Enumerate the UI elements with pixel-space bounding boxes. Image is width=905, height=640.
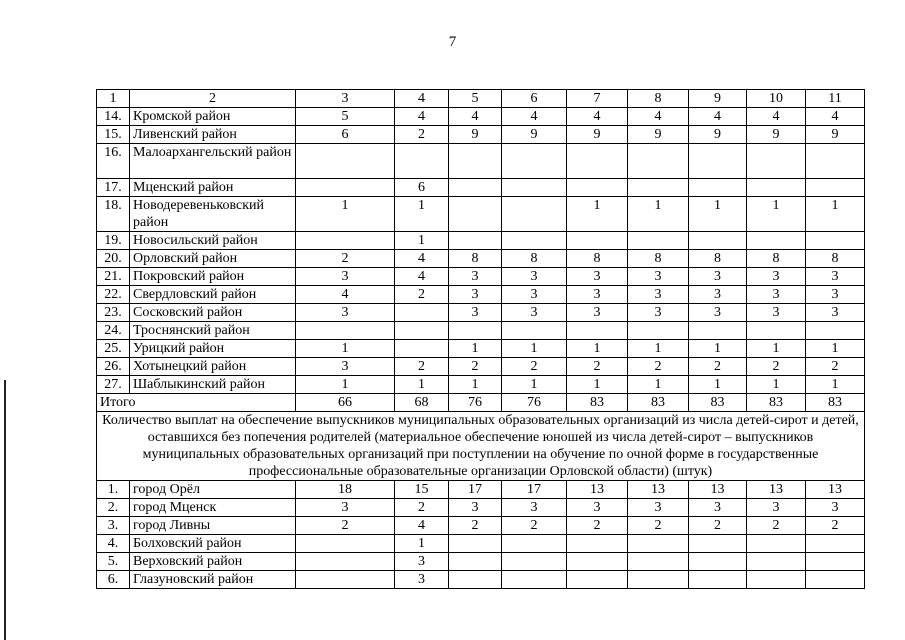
value-cell <box>502 144 567 179</box>
value-cell: 6 <box>395 179 449 197</box>
column-number-cell: 4 <box>395 90 449 108</box>
value-cell <box>502 322 567 340</box>
value-cell <box>628 144 689 179</box>
value-cell <box>689 322 747 340</box>
district-name: Хотынецкий район <box>130 358 296 376</box>
value-cell: 4 <box>296 286 395 304</box>
value-cell <box>567 571 628 589</box>
value-cell: 3 <box>747 286 806 304</box>
value-cell: 8 <box>502 250 567 268</box>
value-cell <box>806 179 865 197</box>
page-number: 7 <box>448 34 457 50</box>
value-cell: 8 <box>806 250 865 268</box>
total-value: 66 <box>296 394 395 412</box>
value-cell: 2 <box>395 499 449 517</box>
value-cell: 8 <box>628 250 689 268</box>
value-cell: 13 <box>628 481 689 499</box>
value-cell: 2 <box>747 517 806 535</box>
value-cell <box>747 144 806 179</box>
total-row <box>97 394 865 412</box>
value-cell <box>747 232 806 250</box>
value-cell: 3 <box>628 268 689 286</box>
value-cell: 9 <box>806 126 865 144</box>
district-row <box>97 499 865 517</box>
value-cell: 3 <box>567 499 628 517</box>
value-cell: 3 <box>747 304 806 322</box>
row-number: 16. <box>97 144 130 179</box>
total-value: 83 <box>747 394 806 412</box>
value-cell: 3 <box>689 499 747 517</box>
district-row <box>97 481 865 499</box>
value-cell: 4 <box>395 268 449 286</box>
row-number: 2. <box>97 499 130 517</box>
value-cell: 18 <box>296 481 395 499</box>
value-cell: 1 <box>567 197 628 232</box>
value-cell: 13 <box>806 481 865 499</box>
value-cell: 2 <box>296 250 395 268</box>
district-name: Болховский район <box>130 535 296 553</box>
district-row <box>97 179 865 197</box>
district-name: Малоархангельский район <box>130 144 296 179</box>
value-cell: 2 <box>449 358 502 376</box>
value-cell: 1 <box>296 340 395 358</box>
row-number: 22. <box>97 286 130 304</box>
value-cell: 2 <box>296 517 395 535</box>
row-number: 24. <box>97 322 130 340</box>
value-cell <box>502 197 567 232</box>
value-cell: 4 <box>449 108 502 126</box>
value-cell <box>689 144 747 179</box>
value-cell: 4 <box>395 517 449 535</box>
value-cell: 1 <box>449 340 502 358</box>
row-number: 26. <box>97 358 130 376</box>
value-cell: 13 <box>567 481 628 499</box>
value-cell: 3 <box>689 268 747 286</box>
value-cell: 3 <box>689 304 747 322</box>
value-cell <box>628 553 689 571</box>
total-label: Итого <box>97 394 296 412</box>
district-name: Кромской район <box>130 108 296 126</box>
value-cell: 2 <box>689 358 747 376</box>
value-cell <box>296 179 395 197</box>
value-cell: 2 <box>502 517 567 535</box>
district-row <box>97 250 865 268</box>
value-cell: 1 <box>395 197 449 232</box>
column-number-cell: 3 <box>296 90 395 108</box>
value-cell: 1 <box>628 376 689 394</box>
value-cell: 1 <box>449 376 502 394</box>
value-cell <box>502 571 567 589</box>
value-cell: 3 <box>806 304 865 322</box>
value-cell: 3 <box>449 286 502 304</box>
row-number: 20. <box>97 250 130 268</box>
value-cell <box>628 179 689 197</box>
district-name: Новосильский район <box>130 232 296 250</box>
value-cell: 1 <box>747 197 806 232</box>
value-cell: 3 <box>502 286 567 304</box>
allocation-table <box>96 89 865 589</box>
value-cell: 3 <box>296 304 395 322</box>
value-cell: 3 <box>395 571 449 589</box>
value-cell <box>449 179 502 197</box>
value-cell: 3 <box>567 304 628 322</box>
value-cell: 9 <box>567 126 628 144</box>
row-number: 18. <box>97 197 130 232</box>
value-cell: 3 <box>689 286 747 304</box>
row-number: 1. <box>97 481 130 499</box>
district-name: Глазуновский район <box>130 571 296 589</box>
value-cell: 2 <box>628 517 689 535</box>
district-row <box>97 571 865 589</box>
value-cell: 1 <box>567 340 628 358</box>
district-name: Новодеревеньковский район <box>130 197 296 232</box>
district-name: Ливенский район <box>130 126 296 144</box>
column-number-cell: 6 <box>502 90 567 108</box>
district-name: Мценский район <box>130 179 296 197</box>
value-cell <box>747 179 806 197</box>
value-cell: 3 <box>628 304 689 322</box>
value-cell: 4 <box>628 108 689 126</box>
value-cell: 3 <box>296 499 395 517</box>
value-cell: 3 <box>449 499 502 517</box>
value-cell: 2 <box>806 358 865 376</box>
value-cell: 3 <box>449 304 502 322</box>
margin-line <box>4 380 6 640</box>
value-cell <box>689 553 747 571</box>
district-row <box>97 197 865 232</box>
value-cell <box>567 179 628 197</box>
value-cell <box>806 144 865 179</box>
value-cell: 1 <box>296 197 395 232</box>
column-number-cell: 1 <box>97 90 130 108</box>
value-cell <box>449 322 502 340</box>
value-cell: 3 <box>628 499 689 517</box>
value-cell <box>567 322 628 340</box>
value-cell: 1 <box>689 376 747 394</box>
value-cell: 4 <box>567 108 628 126</box>
value-cell <box>628 571 689 589</box>
column-number-cell: 7 <box>567 90 628 108</box>
district-name: Урицкий район <box>130 340 296 358</box>
value-cell: 8 <box>449 250 502 268</box>
value-cell <box>296 553 395 571</box>
value-cell: 4 <box>747 108 806 126</box>
value-cell <box>747 571 806 589</box>
district-name: город Мценск <box>130 499 296 517</box>
total-value: 83 <box>689 394 747 412</box>
row-number: 15. <box>97 126 130 144</box>
value-cell: 4 <box>502 108 567 126</box>
value-cell: 1 <box>502 376 567 394</box>
value-cell <box>449 571 502 589</box>
value-cell <box>449 197 502 232</box>
value-cell: 3 <box>628 286 689 304</box>
value-cell: 2 <box>689 517 747 535</box>
value-cell <box>395 144 449 179</box>
value-cell <box>395 304 449 322</box>
district-name: Орловский район <box>130 250 296 268</box>
value-cell: 4 <box>395 250 449 268</box>
district-row <box>97 553 865 571</box>
district-row <box>97 340 865 358</box>
district-name: Сосковский район <box>130 304 296 322</box>
value-cell <box>502 179 567 197</box>
value-cell: 2 <box>395 126 449 144</box>
value-cell <box>806 535 865 553</box>
district-row <box>97 358 865 376</box>
value-cell: 2 <box>747 358 806 376</box>
value-cell <box>567 535 628 553</box>
value-cell <box>567 232 628 250</box>
row-number: 4. <box>97 535 130 553</box>
value-cell <box>567 144 628 179</box>
district-name: Покровский район <box>130 268 296 286</box>
row-number: 5. <box>97 553 130 571</box>
value-cell: 1 <box>747 376 806 394</box>
value-cell: 9 <box>628 126 689 144</box>
row-number: 23. <box>97 304 130 322</box>
value-cell <box>296 322 395 340</box>
value-cell: 2 <box>628 358 689 376</box>
total-value: 76 <box>502 394 567 412</box>
value-cell <box>747 535 806 553</box>
value-cell: 2 <box>567 517 628 535</box>
value-cell <box>747 553 806 571</box>
district-name: Шаблыкинский район <box>130 376 296 394</box>
section-title: Количество выплат на обеспечение выпускников муниципальных образовательных организаций из числа детей-сирот и детей, оставшихся без попечения родителей (материальное обеспечение юношей из числа детей-сирот – выпускников муниципальных образовательных организаций при поступлении на обучение по очной форме в государственные профессиональные образовательные организации Орловской области) (штук) <box>97 412 865 481</box>
value-cell <box>395 340 449 358</box>
district-row <box>97 286 865 304</box>
value-cell <box>449 553 502 571</box>
row-number: 14. <box>97 108 130 126</box>
value-cell: 1 <box>395 376 449 394</box>
district-row <box>97 108 865 126</box>
value-cell: 1 <box>806 197 865 232</box>
district-row <box>97 535 865 553</box>
row-number: 3. <box>97 517 130 535</box>
value-cell: 1 <box>628 340 689 358</box>
value-cell <box>806 571 865 589</box>
value-cell: 3 <box>502 268 567 286</box>
value-cell: 9 <box>449 126 502 144</box>
district-row <box>97 144 865 179</box>
value-cell: 17 <box>449 481 502 499</box>
table-body <box>97 90 865 589</box>
value-cell: 15 <box>395 481 449 499</box>
district-name: Верховский район <box>130 553 296 571</box>
column-number-row <box>97 90 865 108</box>
column-number-cell: 8 <box>628 90 689 108</box>
value-cell: 3 <box>296 358 395 376</box>
value-cell: 3 <box>296 268 395 286</box>
value-cell <box>296 144 395 179</box>
value-cell: 2 <box>567 358 628 376</box>
value-cell: 6 <box>296 126 395 144</box>
value-cell: 3 <box>395 553 449 571</box>
value-cell: 1 <box>502 340 567 358</box>
total-value: 83 <box>567 394 628 412</box>
total-value: 76 <box>449 394 502 412</box>
value-cell: 2 <box>806 517 865 535</box>
district-row <box>97 268 865 286</box>
value-cell: 8 <box>689 250 747 268</box>
column-number-cell: 10 <box>747 90 806 108</box>
district-name: Троснянский район <box>130 322 296 340</box>
row-number: 19. <box>97 232 130 250</box>
district-row <box>97 232 865 250</box>
column-number-cell: 11 <box>806 90 865 108</box>
value-cell: 1 <box>628 197 689 232</box>
value-cell: 1 <box>567 376 628 394</box>
value-cell <box>296 571 395 589</box>
column-number-cell: 9 <box>689 90 747 108</box>
value-cell: 3 <box>502 499 567 517</box>
value-cell: 3 <box>806 499 865 517</box>
value-cell: 1 <box>689 340 747 358</box>
value-cell <box>567 553 628 571</box>
value-cell: 1 <box>806 340 865 358</box>
value-cell <box>296 232 395 250</box>
value-cell: 1 <box>395 232 449 250</box>
district-row <box>97 322 865 340</box>
district-row <box>97 517 865 535</box>
value-cell <box>628 322 689 340</box>
value-cell <box>806 322 865 340</box>
value-cell: 3 <box>567 268 628 286</box>
value-cell <box>689 179 747 197</box>
value-cell: 1 <box>395 535 449 553</box>
district-name: город Ливны <box>130 517 296 535</box>
value-cell: 1 <box>296 376 395 394</box>
value-cell <box>502 553 567 571</box>
value-cell: 2 <box>502 358 567 376</box>
value-cell: 3 <box>567 286 628 304</box>
value-cell: 2 <box>395 358 449 376</box>
value-cell: 2 <box>449 517 502 535</box>
value-cell <box>689 232 747 250</box>
row-number: 6. <box>97 571 130 589</box>
value-cell: 5 <box>296 108 395 126</box>
column-number-cell: 5 <box>449 90 502 108</box>
value-cell: 9 <box>747 126 806 144</box>
value-cell <box>449 144 502 179</box>
district-name: Свердловский район <box>130 286 296 304</box>
row-number: 27. <box>97 376 130 394</box>
total-value: 68 <box>395 394 449 412</box>
row-number: 21. <box>97 268 130 286</box>
value-cell <box>296 535 395 553</box>
value-cell: 13 <box>747 481 806 499</box>
value-cell: 3 <box>806 268 865 286</box>
total-value: 83 <box>628 394 689 412</box>
value-cell: 1 <box>747 340 806 358</box>
value-cell <box>502 232 567 250</box>
value-cell: 4 <box>806 108 865 126</box>
value-cell <box>449 535 502 553</box>
district-row <box>97 376 865 394</box>
value-cell <box>689 535 747 553</box>
value-cell: 8 <box>747 250 806 268</box>
value-cell <box>747 322 806 340</box>
value-cell <box>502 535 567 553</box>
value-cell <box>628 232 689 250</box>
value-cell <box>628 535 689 553</box>
value-cell <box>689 571 747 589</box>
district-name: город Орёл <box>130 481 296 499</box>
value-cell: 8 <box>567 250 628 268</box>
value-cell: 4 <box>689 108 747 126</box>
value-cell <box>806 232 865 250</box>
value-cell: 3 <box>806 286 865 304</box>
value-cell <box>395 322 449 340</box>
value-cell <box>806 553 865 571</box>
district-row <box>97 304 865 322</box>
row-number: 25. <box>97 340 130 358</box>
value-cell: 9 <box>689 126 747 144</box>
value-cell: 3 <box>449 268 502 286</box>
section-title-row <box>97 412 865 481</box>
value-cell: 9 <box>502 126 567 144</box>
total-value: 83 <box>806 394 865 412</box>
column-number-cell: 2 <box>130 90 296 108</box>
value-cell: 3 <box>502 304 567 322</box>
value-cell: 3 <box>747 268 806 286</box>
value-cell: 4 <box>395 108 449 126</box>
district-row <box>97 126 865 144</box>
row-number: 17. <box>97 179 130 197</box>
value-cell: 1 <box>806 376 865 394</box>
value-cell: 13 <box>689 481 747 499</box>
value-cell <box>449 232 502 250</box>
value-cell: 1 <box>689 197 747 232</box>
value-cell: 2 <box>395 286 449 304</box>
value-cell: 17 <box>502 481 567 499</box>
value-cell: 3 <box>747 499 806 517</box>
